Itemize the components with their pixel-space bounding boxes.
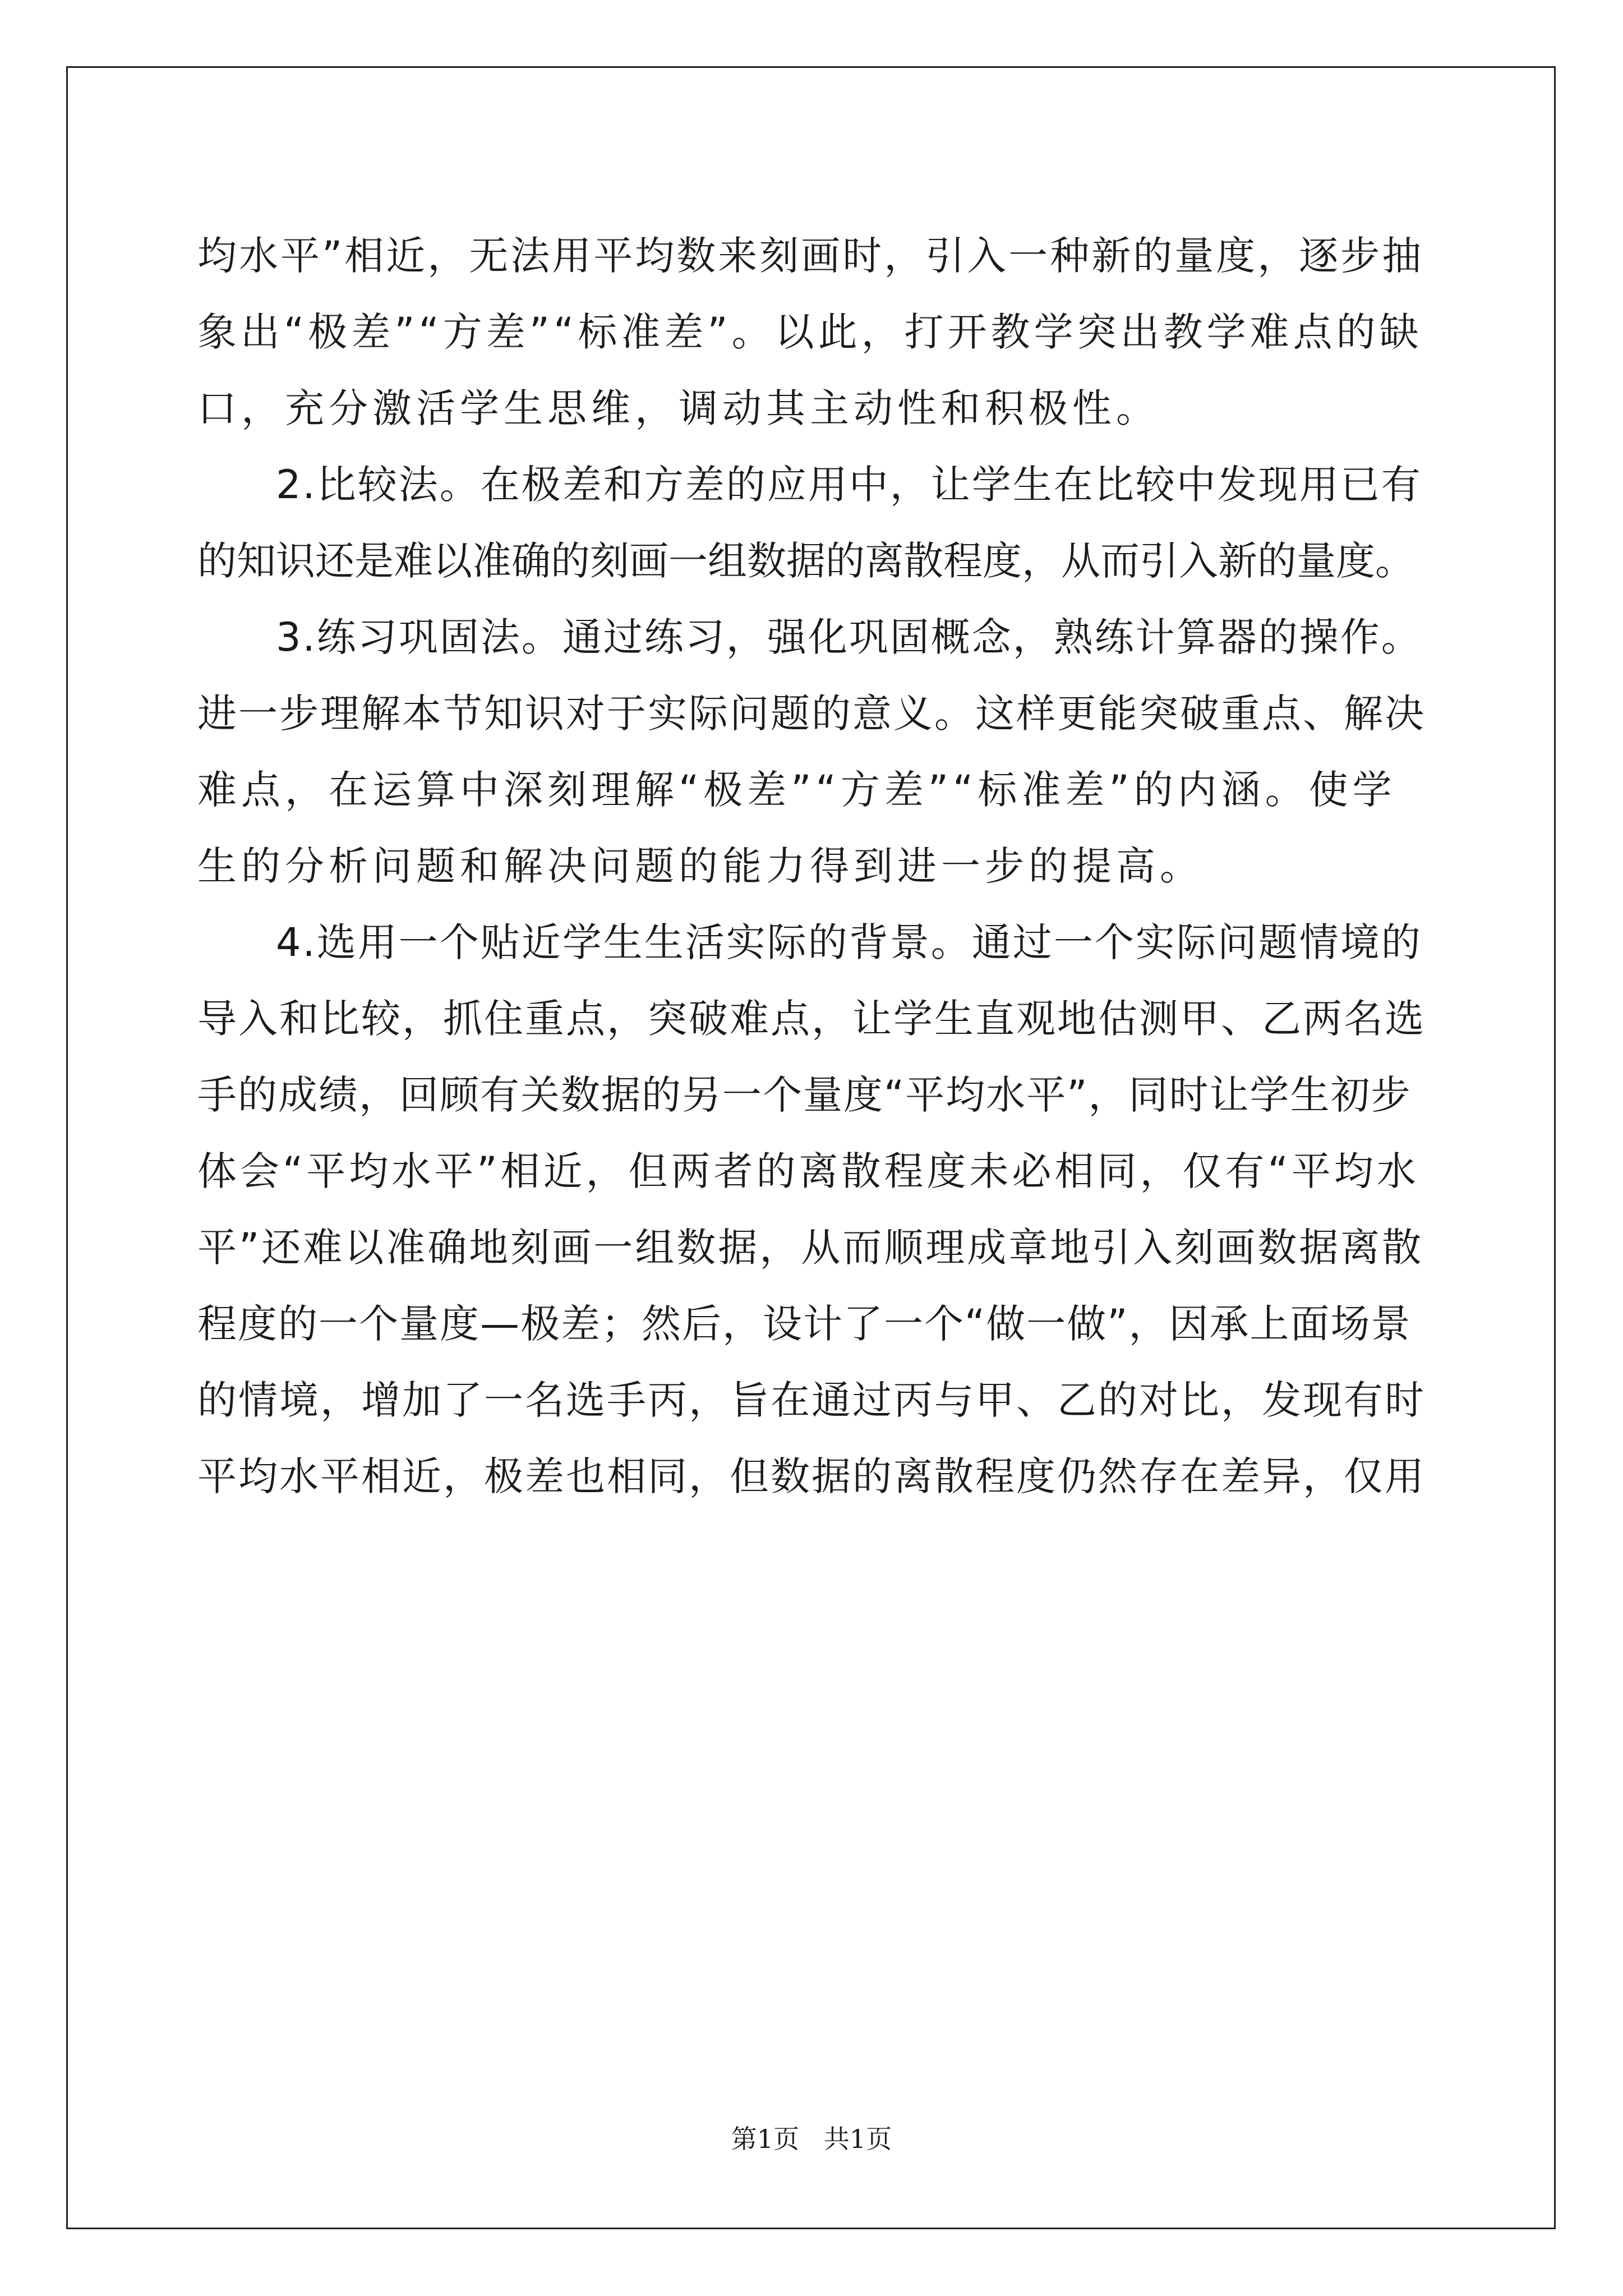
text-line: 难点，在运算中深刻理解“极差”“方差”“标准差”的内涵。使学	[197, 767, 1396, 813]
text-line: 4.选用一个贴近学生生活实际的背景。通过一个实际问题情境的	[276, 919, 1422, 965]
document-body	[197, 218, 1426, 1515]
text-line: 体会“平均水平”相近，但两者的离散程度未必相同，仅有“平均水	[197, 1148, 1419, 1194]
text-line: 生的分析问题和解决问题的能力得到进一步的提高。	[197, 843, 1204, 889]
text-line: 口，充分激活学生思维，调动其主动性和积极性。	[197, 385, 1160, 431]
page-number-label: 第1页 共1页	[731, 2124, 892, 2154]
text-line: 3.练习巩固法。通过练习，强化巩固概念，熟练计算器的操作。	[276, 614, 1422, 660]
text-line: 的知识还是难以准确的刻画一组数据的离散程度，从而引入新的量度。	[197, 538, 1414, 584]
text-line: 进一步理解本节知识对于实际问题的意义。这样更能突破重点、解决	[197, 691, 1426, 737]
text-line: 手的成绩，回顾有关数据的另一个量度“平均水平”，同时让学生初步	[197, 1072, 1412, 1118]
page-footer	[0, 2122, 1623, 2156]
text-line: 程度的一个量度—极差；然后，设计了一个“做一做”，因承上面场景	[197, 1301, 1412, 1347]
text-line: 2.比较法。在极差和方差的应用中，让学生在比较中发现用已有	[276, 462, 1422, 508]
text-line: 平均水平相近，极差也相同，但数据的离散程度仍然存在差异，仅用	[197, 1453, 1426, 1499]
text-line: 均水平”相近，无法用平均数来刻画时，引入一种新的量度，逐步抽	[197, 233, 1424, 279]
text-line: 导入和比较，抓住重点，突破难点，让学生直观地估测甲、乙两名选	[197, 996, 1426, 1042]
text-line: 的情境，增加了一名选手丙，旨在通过丙与甲、乙的对比，发现有时	[197, 1377, 1426, 1423]
text-line: 象出“极差”“方差”“标准差”。以此，打开教学突出教学难点的缺	[197, 309, 1423, 355]
text-line: 平”还难以准确地刻画一组数据，从而顺理成章地引入刻画数据离散	[197, 1225, 1424, 1271]
